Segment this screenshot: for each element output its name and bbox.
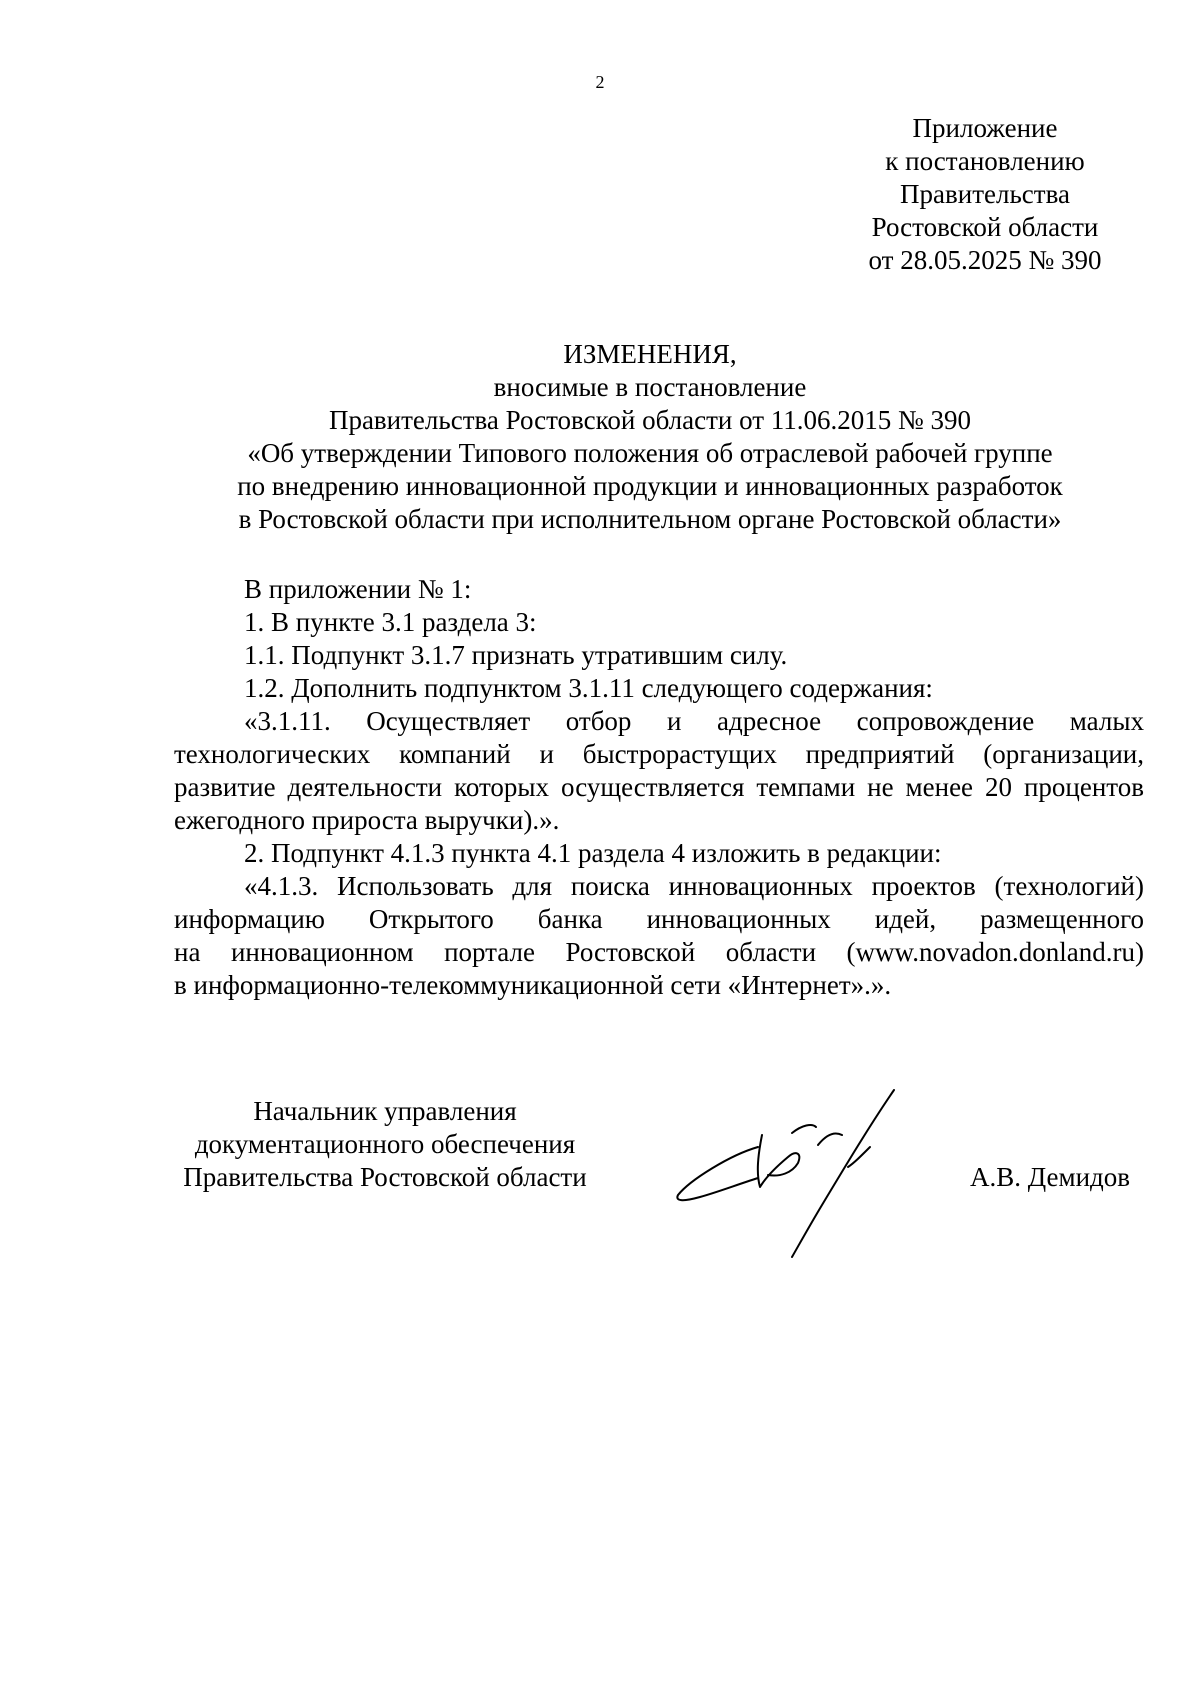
body-line: 2. Подпункт 4.1.3 пункта 4.1 раздела 4 изложить в редакции: — [244, 838, 942, 868]
position-line: Начальник управления — [253, 1096, 517, 1126]
handwritten-signature — [670, 1085, 930, 1260]
signatory-position — [160, 1095, 610, 1194]
heading-title: ИЗМЕНЕНИЯ, — [563, 339, 737, 369]
heading-line: вносимые в постановление — [493, 372, 807, 402]
body-line: В приложении № 1: — [244, 574, 472, 604]
page-number: 2 — [595, 72, 605, 92]
body-line: информацию Открытого банка инновационных идей, размещенного — [174, 904, 1144, 934]
position-line: Правительства Ростовской области — [183, 1162, 587, 1192]
signatory-name: А.В. Демидов — [970, 1162, 1131, 1192]
body-line: «3.1.11. Осуществляет отбор и адресное сопровождение малых — [244, 706, 1144, 736]
body-line: развитие деятельности которых осуществляется темпами не менее 20 процентов — [174, 772, 1144, 802]
appendix-block — [840, 112, 1130, 277]
document-body — [174, 573, 1144, 1002]
appendix-line: Ростовской области — [871, 212, 1099, 242]
body-line: 1.1. Подпункт 3.1.7 признать утратившим силу. — [244, 640, 788, 670]
appendix-line: от 28.05.2025 № 390 — [868, 245, 1102, 275]
heading-line: в Ростовской области при исполнительном органе Ростовской области» — [238, 504, 1062, 534]
appendix-line: Приложение — [912, 113, 1058, 143]
heading-line: «Об утверждении Типового положения об отраслевой рабочей группе — [247, 438, 1053, 468]
heading-line: по внедрению инновационной продукции и инновационных разработок — [237, 471, 1063, 501]
appendix-line: к постановлению — [885, 146, 1085, 176]
body-line: на инновационном портале Ростовской области (www.novadon.donland.ru) — [174, 937, 1144, 967]
body-line: 1.2. Дополнить подпунктом 3.1.11 следующего содержания: — [244, 673, 933, 703]
body-line: в информационно-телекоммуникационной сети «Интернет».». — [174, 970, 892, 1000]
appendix-line: Правительства — [900, 179, 1070, 209]
position-line: документационного обеспечения — [194, 1129, 576, 1159]
document-heading — [150, 338, 1150, 536]
body-line: 1. В пункте 3.1 раздела 3: — [244, 607, 537, 637]
body-line: «4.1.3. Использовать для поиска инновационных проектов (технологий) — [244, 871, 1144, 901]
body-line: технологических компаний и быстрорастущих предприятий (организации, — [174, 739, 1144, 769]
body-line: ежегодного прироста выручки).». — [174, 805, 560, 835]
heading-line: Правительства Ростовской области от 11.06.2015 № 390 — [328, 405, 972, 435]
